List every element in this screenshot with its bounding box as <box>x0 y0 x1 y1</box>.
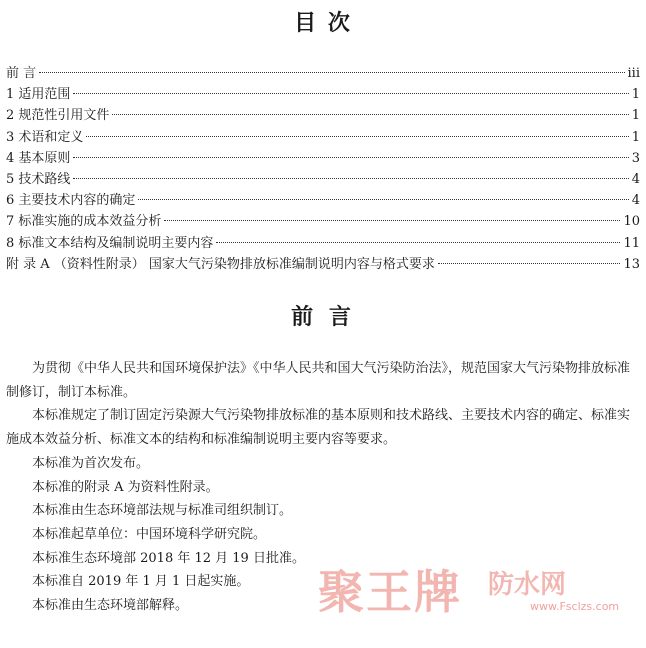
preface-title: 前 言 <box>291 304 355 330</box>
toc-leader-dots <box>438 263 621 264</box>
toc-entry[interactable] <box>6 127 640 148</box>
toc-entry-label: 8 标准文本结构及编制说明主要内容 <box>6 235 214 251</box>
toc-entry-page: 1 <box>631 129 640 145</box>
toc-entry[interactable] <box>6 105 640 126</box>
toc-entry-label: 附 录 A （资料性附录） 国家大气污染物排放标准编制说明内容与格式要求 <box>6 256 435 272</box>
toc-entry-page: 3 <box>631 150 640 166</box>
toc-entry[interactable] <box>6 63 640 84</box>
toc-entry-page: 4 <box>631 193 640 209</box>
toc-entry-page: 1 <box>631 87 640 103</box>
toc-leader-dots <box>112 114 628 115</box>
toc-entry-page: 11 <box>623 235 640 251</box>
toc-entry-page: 10 <box>623 214 640 230</box>
watermark-url: www.Fsclzs.com <box>530 600 620 613</box>
preface-paragraph: 本标准的附录 A 为资料性附录。 <box>32 479 219 495</box>
toc-entry[interactable] <box>6 84 640 105</box>
toc-leader-dots <box>86 136 628 137</box>
toc-entry[interactable] <box>6 254 640 275</box>
toc-leader-dots <box>216 242 620 243</box>
toc-entry-page: iii <box>627 66 640 81</box>
preface-paragraph: 本标准自 2019 年 1 月 1 日起实施。 <box>32 574 250 590</box>
preface-paragraph: 本标准规定了制订固定污染源大气污染物排放标准的基本原则和技术路线、主要技术内容的确定、标准实施成本效益分析、标准文本的结构和标准编制说明主要内容等要求。 <box>6 408 631 448</box>
toc-entry[interactable] <box>6 190 640 211</box>
toc-entry[interactable] <box>6 169 640 190</box>
watermark-logo <box>318 556 636 628</box>
toc-leader-dots <box>138 199 628 200</box>
preface-paragraph: 本标准生态环境部 2018 年 12 月 19 日批准。 <box>32 550 305 566</box>
toc-entry-page: 1 <box>631 108 640 124</box>
preface-paragraph: 本标准为首次发布。 <box>32 455 150 471</box>
toc-entry-label: 6 主要技术内容的确定 <box>6 193 136 209</box>
toc-entry-label: 2 规范性引用文件 <box>6 108 110 124</box>
toc-entry-page: 13 <box>623 256 640 272</box>
watermark-sub-text: 防水网 <box>488 570 567 600</box>
toc-leader-dots <box>73 157 628 158</box>
toc-entry-label: 1 适用范围 <box>6 87 71 103</box>
toc-entry-label: 3 术语和定义 <box>6 129 84 145</box>
toc-leader-dots <box>164 220 620 221</box>
toc-entry[interactable] <box>6 233 640 254</box>
preface-paragraph: 本标准由生态环境部法规与标准司组织制订。 <box>32 503 293 519</box>
toc-entry[interactable] <box>6 211 640 232</box>
toc-entry-label: 7 标准实施的成本效益分析 <box>6 214 162 230</box>
toc-entry-page: 4 <box>631 171 640 187</box>
toc-leader-dots <box>73 178 628 179</box>
watermark-main-text: 聚王牌 <box>318 565 462 619</box>
toc-list <box>6 63 640 275</box>
preface-paragraph: 本标准由生态环境部解释。 <box>32 598 189 614</box>
preface-paragraph: 为贯彻《中华人民共和国环境保护法》《中华人民共和国大气污染防治法》，规范国家大气污染物排放标准制修订，制订本标准。 <box>6 361 631 400</box>
preface-paragraph: 本标准起草单位：中国环境科学研究院。 <box>32 526 267 542</box>
toc-entry-label: 4 基本原则 <box>6 150 71 166</box>
toc-entry-label: 5 技术路线 <box>6 171 71 187</box>
toc-entry-label: 前 言 <box>6 66 37 81</box>
toc-entry[interactable] <box>6 148 640 169</box>
toc-leader-dots <box>73 93 628 94</box>
toc-title: 目 次 <box>294 10 352 36</box>
toc-leader-dots <box>39 72 624 73</box>
